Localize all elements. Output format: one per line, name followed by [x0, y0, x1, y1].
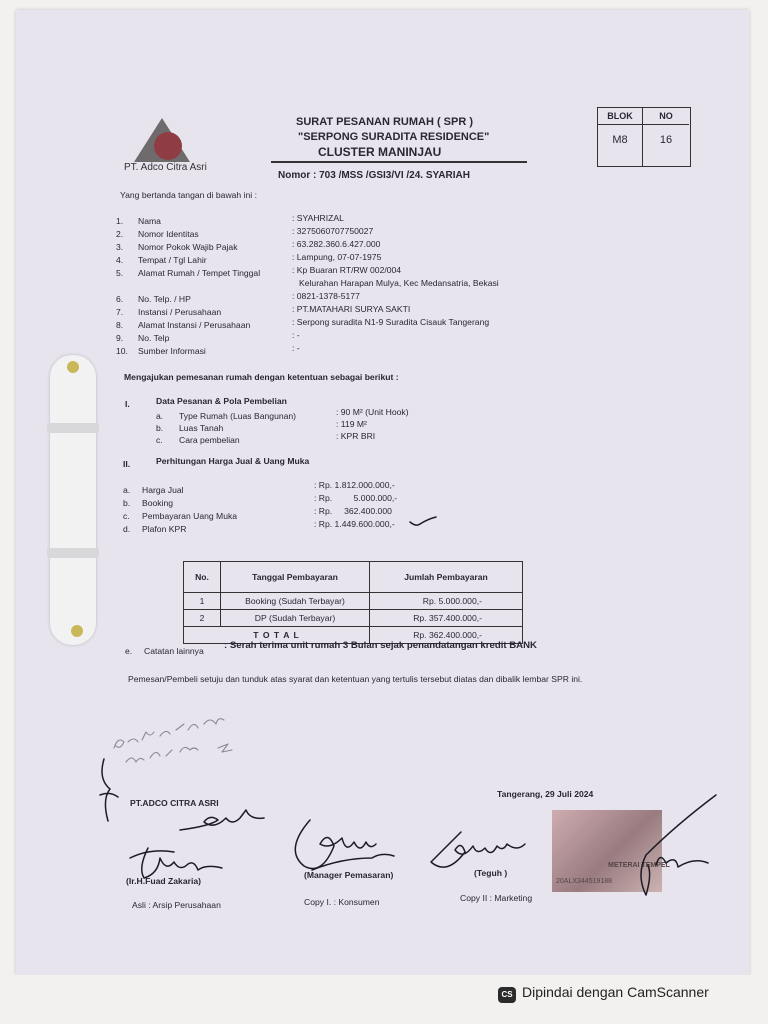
checkmark-scribble	[408, 515, 438, 529]
section2-item-value: : Rp. 1.449.600.000,-	[314, 519, 395, 529]
document-page	[16, 10, 749, 975]
copy-one: Copy I. : Konsumen	[304, 897, 380, 907]
document-title: SURAT PESANAN RUMAH ( SPR )	[296, 116, 474, 128]
note-label: Catatan lainnya	[144, 646, 204, 656]
field-no: 10.	[116, 346, 128, 356]
section2-item-value: : Rp. 362.400.000	[314, 506, 392, 516]
signer1-name: (Ir.H.Fuad Zakaria)	[126, 876, 201, 886]
company-signature-name: PT.ADCO CITRA ASRI	[130, 798, 219, 808]
signer2-name: (Manager Pemasaran)	[304, 870, 394, 880]
camscanner-icon: CS	[498, 987, 516, 1003]
section2-item-label: Booking	[142, 498, 174, 508]
field-no: 2.	[116, 229, 124, 239]
section1-title: Data Pesanan & Pola Pembelian	[156, 396, 287, 406]
field-no: 6.	[116, 294, 124, 304]
binder-ring	[47, 548, 99, 558]
field-value: : -	[292, 343, 300, 353]
field-value: : 0821-1378-5177	[292, 291, 360, 301]
blok-header: BLOK	[598, 108, 643, 125]
copy-two: Copy II : Marketing	[460, 893, 533, 903]
binder-dot	[67, 361, 79, 373]
copy-original: Asli : Arsip Perusahaan	[132, 900, 221, 910]
total-label: T O T A L	[184, 627, 370, 644]
section2-title: Perhitungan Harga Jual & Uang Muka	[156, 456, 310, 466]
section2-item-no: d.	[123, 524, 131, 534]
document-subtitle: "SERPONG SURADITA RESIDENCE"	[298, 131, 490, 143]
binder-clip	[50, 355, 96, 645]
section1-item-no: c.	[156, 435, 163, 445]
blok-table	[597, 107, 691, 167]
section2-item-value: : Rp. 5.000.000,-	[314, 493, 398, 503]
field-value: : Lampung, 07-07-1975	[292, 252, 382, 262]
table-header-row	[184, 562, 523, 593]
section2-item-no: a.	[123, 485, 131, 495]
field-label: Alamat Instansi / Perusahaan	[138, 320, 251, 330]
field-label: Alamat Rumah / Tempet Tinggal	[138, 268, 261, 278]
handwritten-note	[106, 700, 276, 780]
section1-item-value: : 119 M²	[336, 419, 367, 429]
table-cell: Rp. 357.400.000,-	[370, 610, 523, 627]
company-logo-circle	[154, 132, 182, 160]
section1-item-value: : 90 M² (Unit Hook)	[336, 407, 409, 417]
customer-signature	[616, 785, 736, 905]
table-row	[184, 593, 523, 610]
stamp-serial: 20ALX344519188	[556, 878, 613, 885]
payment-table	[183, 561, 523, 644]
table-cell: Booking (Sudah Terbayar)	[221, 593, 370, 610]
field-value: : 63.282.360.6.427.000	[292, 239, 381, 249]
section2-item-no: b.	[123, 498, 131, 508]
table-header: Jumlah Pembayaran	[370, 562, 523, 593]
cluster-name: CLUSTER MANINJAU	[318, 145, 442, 159]
field-label: No. Telp. / HP	[138, 294, 191, 304]
field-no: 9.	[116, 333, 124, 343]
table-cell: Rp. 5.000.000,-	[370, 593, 523, 610]
camscanner-label: Dipindai dengan CamScanner	[522, 984, 709, 1000]
stamp-text: METERAI TEMPEL	[608, 862, 670, 869]
field-label: Instansi / Perusahaan	[138, 307, 222, 317]
field-no: 1.	[116, 216, 124, 226]
table-cell: 1	[184, 593, 221, 610]
initial-signature	[176, 808, 276, 838]
agreement-text: Pemesan/Pembeli setuju dan tunduk atas syarat dan ketentuan yang tertulis tersebut diatas dan dibalik lembar SPR ini.	[128, 674, 583, 684]
section1-item-label: Cara pembelian	[179, 435, 240, 445]
field-label: No. Telp	[138, 333, 170, 343]
field-value-continued: Kelurahan Harapan Mulya, Kec Medansatria, Bekasi	[299, 278, 499, 288]
section1-number: I.	[125, 399, 130, 409]
section1-item-no: a.	[156, 411, 164, 421]
order-statement: Mengajukan pemesanan rumah dengan ketentuan sebagai berikut :	[124, 372, 399, 382]
field-no: 3.	[116, 242, 124, 252]
note-value: : Serah terima unit rumah 3 Bulan sejak penandatangan kredit BANK	[224, 640, 537, 651]
table-row	[184, 610, 523, 627]
no-header: NO	[643, 108, 689, 125]
total-value: Rp. 362.400.000,-	[370, 627, 523, 644]
field-no: 4.	[116, 255, 124, 265]
section2-number: II.	[123, 459, 131, 469]
table-cell: DP (Sudah Terbayar)	[221, 610, 370, 627]
field-no: 8.	[116, 320, 124, 330]
no-value: 16	[659, 134, 673, 146]
binder-dot	[71, 625, 83, 637]
field-no: 5.	[116, 268, 124, 278]
signature-fuad	[124, 840, 234, 880]
field-value: : PT.MATAHARI SURYA SAKTI	[292, 304, 411, 314]
field-label: Nomor Identitas	[138, 229, 199, 239]
section2-item-label: Pembayaran Uang Muka	[142, 511, 238, 521]
company-logo-text: PT. Adco Citra Asri	[124, 162, 207, 173]
section2-item-label: Harga Jual	[142, 485, 184, 495]
field-value: : Serpong suradita N1-9 Suradita Cisauk Tangerang	[292, 317, 490, 327]
section1-item-label: Type Rumah (Luas Bangunan)	[179, 411, 297, 421]
blok-value: M8	[598, 125, 643, 166]
field-label: Tempat / Tgl Lahir	[138, 255, 207, 265]
signer3-name: (Teguh )	[474, 868, 508, 878]
table-header: Tanggal Pembayaran	[221, 562, 370, 593]
section1-item-no: b.	[156, 423, 164, 433]
field-label: Sumber Informasi	[138, 346, 206, 356]
binder-ring	[47, 423, 99, 433]
section2-item-label: Plafon KPR	[142, 524, 187, 534]
section2-item-no: c.	[123, 511, 130, 521]
field-value: : 3275060707750027	[292, 226, 374, 236]
document-number: Nomor : 703 /MSS /GSI3/VI /24. SYARIAH	[278, 170, 470, 181]
table-cell: 2	[184, 610, 221, 627]
title-underline	[271, 161, 527, 163]
section1-item-value: : KPR BRI	[336, 431, 376, 441]
field-label: Nomor Pokok Wajib Pajak	[138, 242, 238, 252]
date-place: Tangerang, 29 Juli 2024	[497, 789, 594, 799]
section2-item-value: : Rp. 1.812.000.000,-	[314, 480, 395, 490]
field-label: Nama	[138, 216, 161, 226]
note-number: e.	[125, 646, 133, 656]
field-no: 7.	[116, 307, 124, 317]
table-header: No.	[184, 562, 221, 593]
intro-text: Yang bertanda tangan di bawah ini :	[120, 190, 257, 200]
section1-item-label: Luas Tanah	[179, 423, 224, 433]
field-value: : -	[292, 330, 300, 340]
field-value: : SYAHRIZAL	[292, 213, 344, 223]
handwritten-mark	[90, 755, 130, 830]
field-value: : Kp Buaran RT/RW 002/004	[292, 265, 402, 275]
